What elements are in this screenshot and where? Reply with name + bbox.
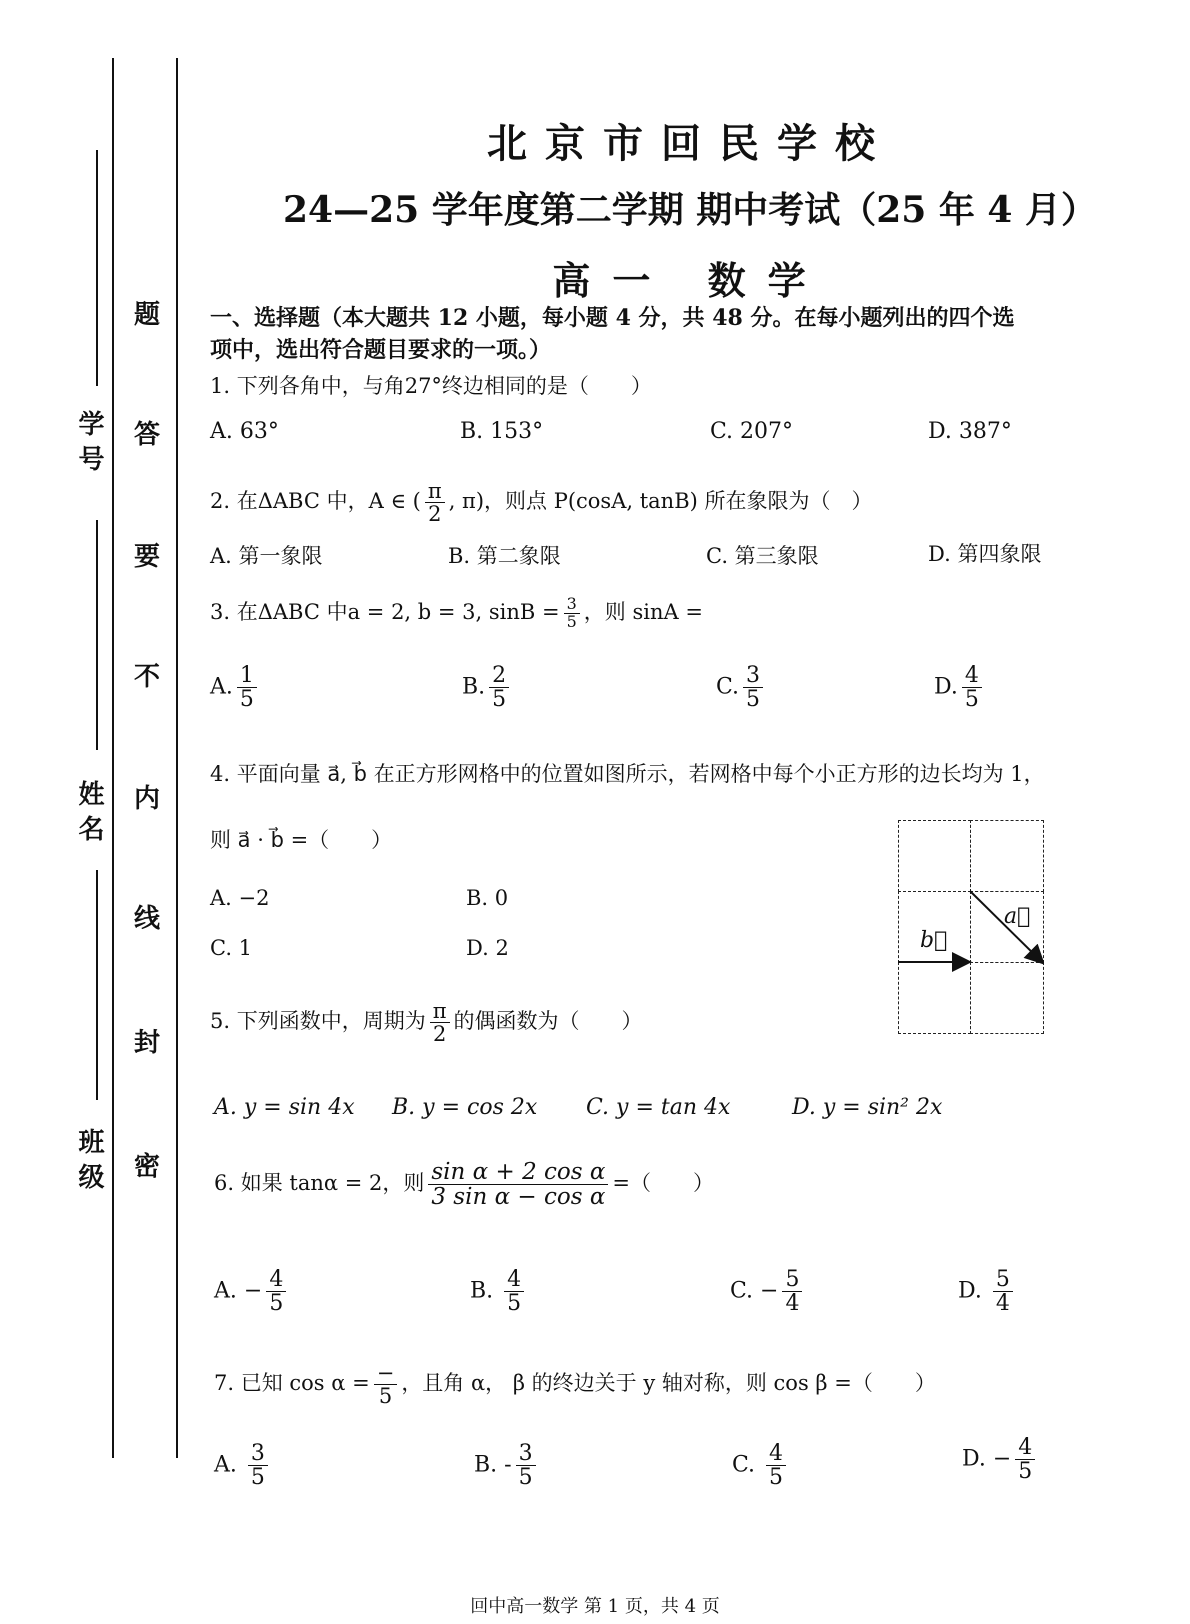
q6-option-a-label: A. [214, 1278, 237, 1304]
q3-option-b-frac [489, 664, 509, 711]
q6-option-c-frac [782, 1268, 802, 1315]
q7-option-d-den: 5 [1018, 1459, 1033, 1485]
q5-option-b: B. y = cos 2x [392, 1095, 538, 1120]
q3-fraction [564, 596, 580, 631]
seal-char-6: 线 [134, 904, 161, 934]
q1-stem: 1. 下列各角中，与角27°终边相同的是（ ） [210, 374, 652, 398]
q7-option-b-sign: - [504, 1452, 512, 1478]
q3-stem-post: ，则 sinA = [583, 599, 703, 624]
q3-option-a-frac [237, 664, 257, 711]
q6-option-c-num: 5 [782, 1268, 802, 1292]
q5-fraction-num: π [430, 1000, 450, 1023]
q7-option-b-label: B. [474, 1452, 498, 1478]
q4-option-c: C. 1 [210, 936, 253, 960]
q7-option-b-den: 5 [518, 1465, 533, 1491]
q5-stem [210, 1000, 643, 1045]
seal-char-1: 题 [134, 300, 161, 330]
q3-option-c-den: 5 [746, 687, 761, 713]
q2-fraction [425, 480, 445, 525]
q3-option-b-den: 5 [492, 687, 507, 713]
q6-option-d-den: 4 [995, 1291, 1010, 1317]
name-underline [96, 520, 98, 750]
q6-fraction [428, 1160, 608, 1209]
seal-char-4: 不 [134, 662, 161, 692]
q7-fraction-num: − [374, 1362, 398, 1385]
q3-option-d-label: D. [934, 674, 958, 700]
q6-option-b-num: 4 [504, 1268, 524, 1292]
q7-option-b-num: 3 [516, 1442, 536, 1466]
seal-char-3: 要 [134, 542, 161, 572]
q3-option-b-num: 2 [489, 664, 509, 688]
q2-option-b: B. 第二象限 [448, 544, 561, 568]
q7-option-a-num: 3 [248, 1442, 268, 1466]
q6-option-a [214, 1268, 290, 1315]
seal-char-7: 封 [134, 1028, 161, 1058]
page-footer: 回中高一数学 第 1 页，共 4 页 [470, 1596, 720, 1617]
q5-option-d: D. y = sin² 2x [792, 1095, 943, 1120]
q6-option-d [958, 1268, 1017, 1315]
q3-stem-pre: 3. 在ΔABC 中a = 2, b = 3, sinB = [210, 599, 560, 624]
q7-option-a [214, 1442, 272, 1489]
q5-option-c: C. y = tan 4x [586, 1095, 731, 1120]
q6-option-a-frac [266, 1268, 286, 1315]
q6-option-b-frac [504, 1268, 524, 1315]
q3-option-b [462, 664, 513, 711]
vector-grid-figure [898, 820, 1044, 1034]
q4-option-a: A. −2 [210, 886, 270, 910]
q6-option-a-num: 4 [266, 1268, 286, 1292]
q6-option-d-frac [993, 1268, 1013, 1315]
section-heading [210, 302, 1110, 366]
q2-fraction-num: π [425, 480, 445, 503]
q2-option-c: C. 第三象限 [706, 544, 819, 568]
q5-fraction-den: 2 [432, 1022, 447, 1047]
q7-option-c [732, 1442, 790, 1489]
q7-option-d-sign: − [992, 1446, 1012, 1472]
q2-option-d: D. 第四象限 [928, 542, 1042, 566]
q2-stem-pre: 2. 在ΔABC 中，A ∈ ( [210, 489, 421, 514]
q6-option-c-sign: − [760, 1278, 779, 1304]
q1-option-d: D. 387° [928, 419, 1012, 444]
exam-title: 24—25 学年度第二学期 期中考试（25 年 4 月） [282, 189, 1097, 231]
q6-stem-pre: 6. 如果 tanα = 2，则 [214, 1171, 425, 1196]
q7-option-d [962, 1436, 1039, 1483]
section-heading-line1: 一、选择题（本大题共 12 小题，每小题 4 分，共 48 分。在每小题列出的四个选 [210, 305, 1015, 331]
q3-option-c-label: C. [716, 674, 740, 700]
q6-fraction-den: 3 sin α − cos α [431, 1184, 606, 1211]
q7-fraction [374, 1362, 398, 1407]
student-id-label: 学 号 [74, 410, 104, 472]
margin-line-outer [112, 58, 114, 1458]
student-id-underline [96, 150, 98, 386]
section-heading-line2: 项中，选出符合题目要求的一项。） [210, 337, 552, 363]
q2-stem-post: , π)，则点 P(cosA, tanB) 所在象限为（ ） [448, 489, 873, 514]
q3-option-a-label: A. [210, 674, 233, 700]
q6-stem [214, 1160, 714, 1209]
vector-a-label: a⃗ [1004, 904, 1031, 929]
q6-fraction-num: sin α + 2 cos α [428, 1160, 608, 1185]
q5-option-a: A. y = sin 4x [214, 1095, 355, 1120]
q7-option-b [474, 1442, 540, 1489]
q6-option-c-den: 4 [785, 1291, 800, 1317]
q4-option-b: B. 0 [466, 886, 509, 910]
q6-option-b-den: 5 [507, 1291, 522, 1317]
class-label: 班 级 [74, 1128, 104, 1190]
q6-option-c [730, 1268, 806, 1315]
q6-option-b [470, 1268, 528, 1315]
q7-option-b-frac [516, 1442, 536, 1489]
q7-stem-post: ，且角 α， β 的终边关于 y 轴对称，则 cos β =（ ） [401, 1371, 936, 1396]
seal-char-5: 内 [134, 784, 161, 814]
q3-option-d-num: 4 [962, 664, 982, 688]
q6-option-b-label: B. [470, 1278, 494, 1304]
school-title: 北京市回民学校 [487, 120, 893, 167]
seal-char-8: 密 [134, 1152, 161, 1182]
q7-option-a-den: 5 [250, 1465, 265, 1491]
q7-option-a-label: A. [214, 1452, 237, 1478]
q3-option-a [210, 664, 261, 711]
q7-stem-pre: 7. 已知 cos α = [214, 1371, 370, 1396]
q3-option-c-frac [743, 664, 763, 711]
q7-option-c-den: 5 [769, 1465, 784, 1491]
q6-option-a-den: 5 [269, 1291, 284, 1317]
q3-option-c [716, 664, 767, 711]
q6-stem-post: =（ ） [612, 1171, 714, 1196]
q7-option-d-label: D. [962, 1446, 986, 1472]
q3-option-d [934, 664, 986, 711]
class-underline [96, 870, 98, 1100]
q7-option-d-num: 4 [1015, 1436, 1035, 1460]
q7-option-c-label: C. [732, 1452, 756, 1478]
q2-fraction-den: 2 [428, 502, 442, 527]
q3-option-c-num: 3 [743, 664, 763, 688]
q3-option-a-num: 1 [237, 664, 257, 688]
q7-option-c-frac [766, 1442, 786, 1489]
q1-option-c: C. 207° [710, 419, 794, 444]
q5-fraction [430, 1000, 450, 1045]
q5-stem-pre: 5. 下列函数中，周期为 [210, 1009, 426, 1034]
q7-stem [214, 1362, 936, 1407]
seal-char-2: 答 [134, 420, 161, 450]
q3-option-b-label: B. [462, 674, 486, 700]
name-label: 姓 名 [74, 780, 104, 842]
q7-option-d-frac [1015, 1436, 1035, 1483]
q3-fraction-num: 3 [564, 596, 580, 614]
q7-option-a-frac [248, 1442, 268, 1489]
q7-fraction-den: 5 [378, 1384, 393, 1409]
q6-option-a-sign: − [243, 1278, 263, 1304]
q2-option-a: A. 第一象限 [210, 544, 323, 568]
q5-stem-post: 的偶函数为（ ） [453, 1009, 643, 1034]
q1-option-b: B. 153° [460, 419, 544, 444]
q1-option-a: A. 63° [210, 419, 279, 444]
q4-option-d: D. 2 [466, 936, 509, 960]
margin-line-inner [176, 58, 178, 1458]
q6-option-c-label: C. [730, 1278, 754, 1304]
q7-option-c-num: 4 [766, 1442, 786, 1466]
q4-stem: 4. 平面向量 a⃗, b⃗ 在正方形网格中的位置如图所示，若网格中每个小正方形的边长均为 1， [210, 762, 1045, 786]
q4-stem2: 则 a⃗ · b⃗ =（ ） [210, 828, 393, 852]
q2-stem [210, 480, 873, 525]
vector-b-label: b⃗ [920, 928, 948, 953]
q3-stem [210, 596, 703, 631]
subject-title: 高一 数学 [552, 258, 828, 303]
q6-option-d-num: 5 [993, 1268, 1013, 1292]
q3-option-a-den: 5 [239, 687, 254, 713]
q3-fraction-den: 5 [566, 611, 577, 631]
q6-option-d-label: D. [958, 1278, 982, 1304]
q3-option-d-den: 5 [964, 687, 979, 713]
q3-option-d-frac [962, 664, 982, 711]
